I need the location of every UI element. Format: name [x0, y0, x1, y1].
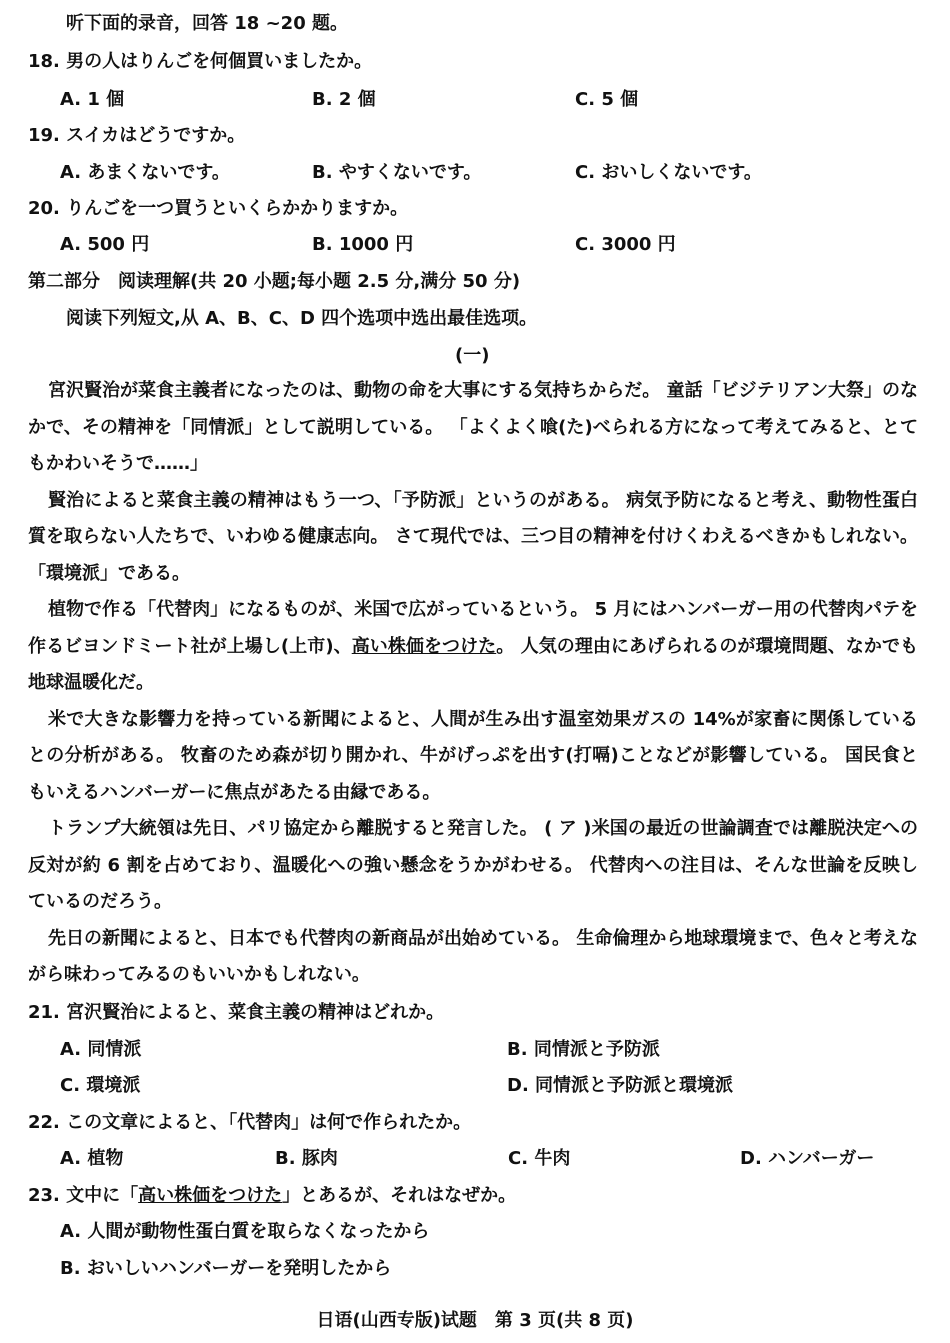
question-22-option-c: C. 牛肉 — [508, 1148, 571, 1169]
question-18-option-c: C. 5 個 — [575, 89, 639, 110]
passage-number: (一) — [455, 345, 490, 366]
passage-paragraph-5: トランプ大統領は先日、パリ協定から離脱すると発言した。 ( ア )米国の最近の世論調査では離脱決定への反対が約 6 割を占めており、温暖化への強い懸念をうかがわせる。 代替肉への注目は、そんな世論を反映しているのだろう。 — [28, 818, 918, 912]
page-footer: 日语(山西专版)试题 第 3 页(共 8 页) — [316, 1310, 634, 1331]
question-18-stem: 18. 男の人はりんごを何個買いましたか。 — [28, 51, 373, 72]
part2-instruction: 阅读下列短文,从 A、B、C、D 四个选项中选出最佳选项。 — [66, 308, 538, 329]
question-23-underlined-phrase: 高い株価をつけた — [138, 1185, 283, 1206]
question-22-stem: 22. この文章によると、「代替肉」は何で作られたか。 — [28, 1112, 472, 1133]
question-23-option-a: A. 人間が動物性蛋白質を取らなくなったから — [60, 1221, 430, 1242]
question-23-stem-end: 」とあるが、それはなぜか。 — [282, 1185, 517, 1206]
question-18-option-a: A. 1 個 — [60, 89, 125, 110]
question-22-option-a: A. 植物 — [60, 1148, 124, 1169]
passage-paragraph-3-end: 。 人気の理由にあげられるのが環境問題、なかでも地球温暖化だ。 — [28, 635, 919, 693]
question-22-option-d: D. ハンバーガー — [740, 1148, 875, 1169]
question-19-option-a: A. あまくないです。 — [60, 162, 230, 183]
question-19-option-b: B. やすくないです。 — [312, 162, 482, 183]
passage-paragraph-6: 先日の新聞によると、日本でも代替肉の新商品が出始めている。 生命倫理から地球環境まで、色々と考えながら味わってみるのもいいかもしれない。 — [28, 927, 918, 985]
passage-paragraph-2: 賢治によると菜食主義の精神はもう一つ、「予防派」というのがある。 病気予防になると考え、動物性蛋白質を取らない人たちで、いわゆる健康志向。 さて現代では、三つ目の精神を付けくわえるべきかもしれない。 「環境派」である。 — [28, 489, 918, 584]
passage-paragraph-3 — [28, 592, 918, 702]
question-19-option-c: C. おいしくないです。 — [575, 162, 762, 183]
reading-passage — [28, 373, 918, 994]
passage-paragraph-1: 宮沢賢治が菜食主義者になったのは、動物の命を大事にする気持ちからだ。 童話「ビジテリアン大祭」のなかで、その精神を「同情派」として説明している。 「よくよく喰(た)べられる方になって考えてみると、とてもかわいそうで……」 — [28, 380, 918, 474]
question-21-option-d: D. 同情派と予防派と環境派 — [507, 1075, 734, 1096]
question-20-stem: 20. りんごを一つ買うといくらかかりますか。 — [28, 198, 409, 219]
question-21-stem: 21. 宮沢賢治によると、菜食主義の精神はどれか。 — [28, 1002, 445, 1023]
part2-title: 第二部分 阅读理解(共 20 小题;每小题 2.5 分,满分 50 分) — [28, 271, 521, 292]
underlined-phrase: 高い株価をつけた — [351, 635, 497, 657]
listening-intro: 听下面的录音，回答 18 ~20 题。 — [66, 13, 348, 34]
question-20-option-b: B. 1000 円 — [312, 234, 414, 255]
question-19-stem: 19. スイカはどうですか。 — [28, 125, 246, 146]
question-21-option-a: A. 同情派 — [60, 1039, 142, 1060]
passage-paragraph-4: 米で大きな影響力を持っている新聞によると、人間が生み出す温室効果ガスの 14%が家畜に関係しているとの分析がある。 牧畜のため森が切り開かれ、牛がげっぷを出す(打嗝)ことなどが影響している。 国民食ともいえるハンバーガーに焦点があたる由縁である。 — [28, 708, 918, 803]
question-18-option-b: B. 2 個 — [312, 89, 376, 110]
question-22-option-b: B. 豚肉 — [275, 1148, 338, 1169]
question-21-option-c: C. 環境派 — [60, 1075, 141, 1096]
question-20-option-a: A. 500 円 — [60, 234, 150, 255]
question-21-option-b: B. 同情派と予防派 — [507, 1039, 660, 1060]
question-20-option-c: C. 3000 円 — [575, 234, 676, 255]
question-23-option-b: B. おいしいハンバーガーを発明したから — [60, 1258, 392, 1279]
question-23-stem — [28, 1184, 516, 1208]
passage-paragraph-3-start: 植物で作る「代替肉」になるものが、米国で広がっているという。 5 月にはハンバーガー用の代替肉パテを作るビヨンドミート社が上場し(上市)、 — [28, 599, 918, 657]
question-23-stem-start: 23. 文中に「 — [28, 1185, 139, 1206]
